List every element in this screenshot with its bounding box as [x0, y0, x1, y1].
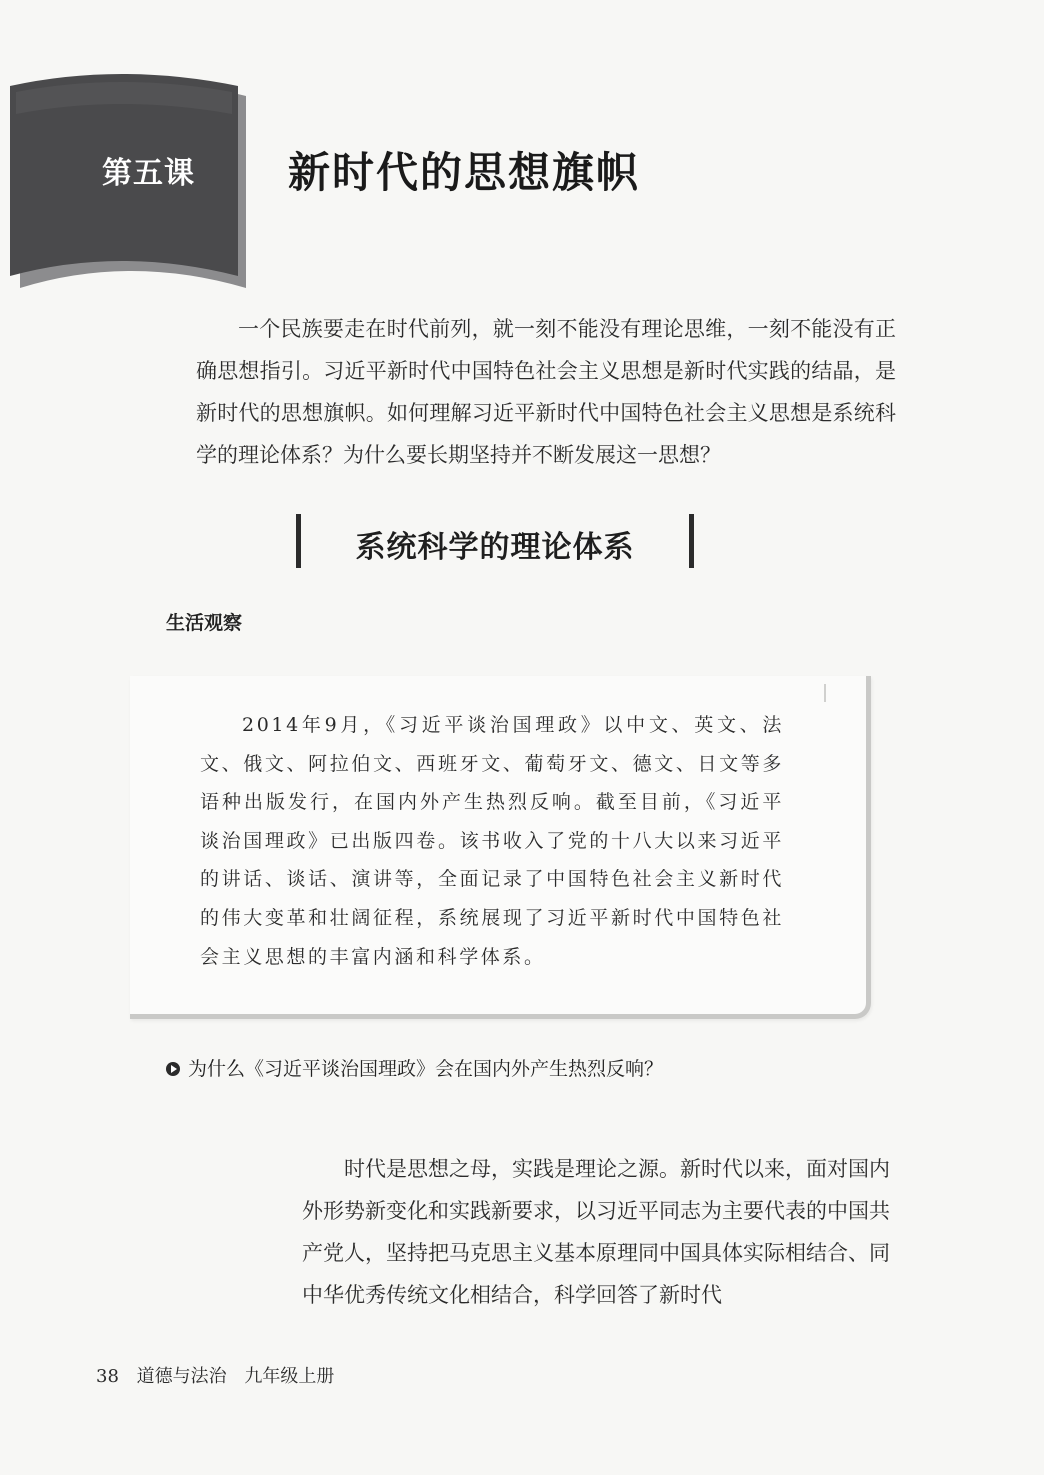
page-footer — [96, 1362, 346, 1388]
play-icon — [166, 1062, 180, 1076]
observation-label: 生活观察 — [166, 612, 243, 634]
intro-text: 一个民族要走在时代前列，就一刻不能没有理论思维，一刻不能没有正确思想指引。习近平新时代中国特色社会主义思想是新时代实践的结晶，是新时代的思想旗帜。如何理解习近平新时代中国特色社会主义思想是系统科学的理论体系？为什么要长期坚持并不断发展这一思想？ — [196, 317, 896, 467]
body-text: 时代是思想之母，实践是理论之源。新时代以来，面对国内外形势新变化和实践新要求，以习近平同志为主要代表的中国共产党人，坚持把马克思主义基本原理同中国具体实际相结合、同中华优秀传统文化相结合，科学回答了新时代 — [302, 1157, 890, 1307]
case-text — [200, 706, 784, 976]
intro-paragraph — [196, 308, 896, 476]
body-paragraph — [302, 1148, 890, 1316]
section-bar-right — [689, 514, 694, 568]
section-heading — [296, 514, 694, 568]
discussion-question — [166, 1054, 663, 1081]
section-title: 系统科学的理论体系 — [355, 530, 635, 565]
case-box-corner-mark — [824, 684, 826, 702]
grade-label: 九年级上册 — [244, 1366, 335, 1387]
book-title: 道德与法治 — [136, 1366, 227, 1387]
lesson-number: 第五课 — [102, 156, 195, 191]
question-text: 为什么《习近平谈治国理政》会在国内外产生热烈反响？ — [188, 1058, 664, 1080]
page-number: 38 — [96, 1366, 119, 1387]
case-paragraph: 2014年9月，《习近平谈治国理政》以中文、英文、法文、俄文、阿拉伯文、西班牙文、葡萄牙文、德文、日文等多语种出版发行，在国内外产生热烈反响。截至目前，《习近平谈治国理政》已出版四卷。该书收入了党的十八大以来习近平的讲话、谈话、演讲等，全面记录了中国特色社会主义新时代的伟大变革和壮阔征程，系统展现了习近平新时代中国特色社会主义思想的丰富内涵和科学体系。 — [200, 714, 784, 968]
lesson-title: 新时代的思想旗帜 — [288, 148, 641, 197]
